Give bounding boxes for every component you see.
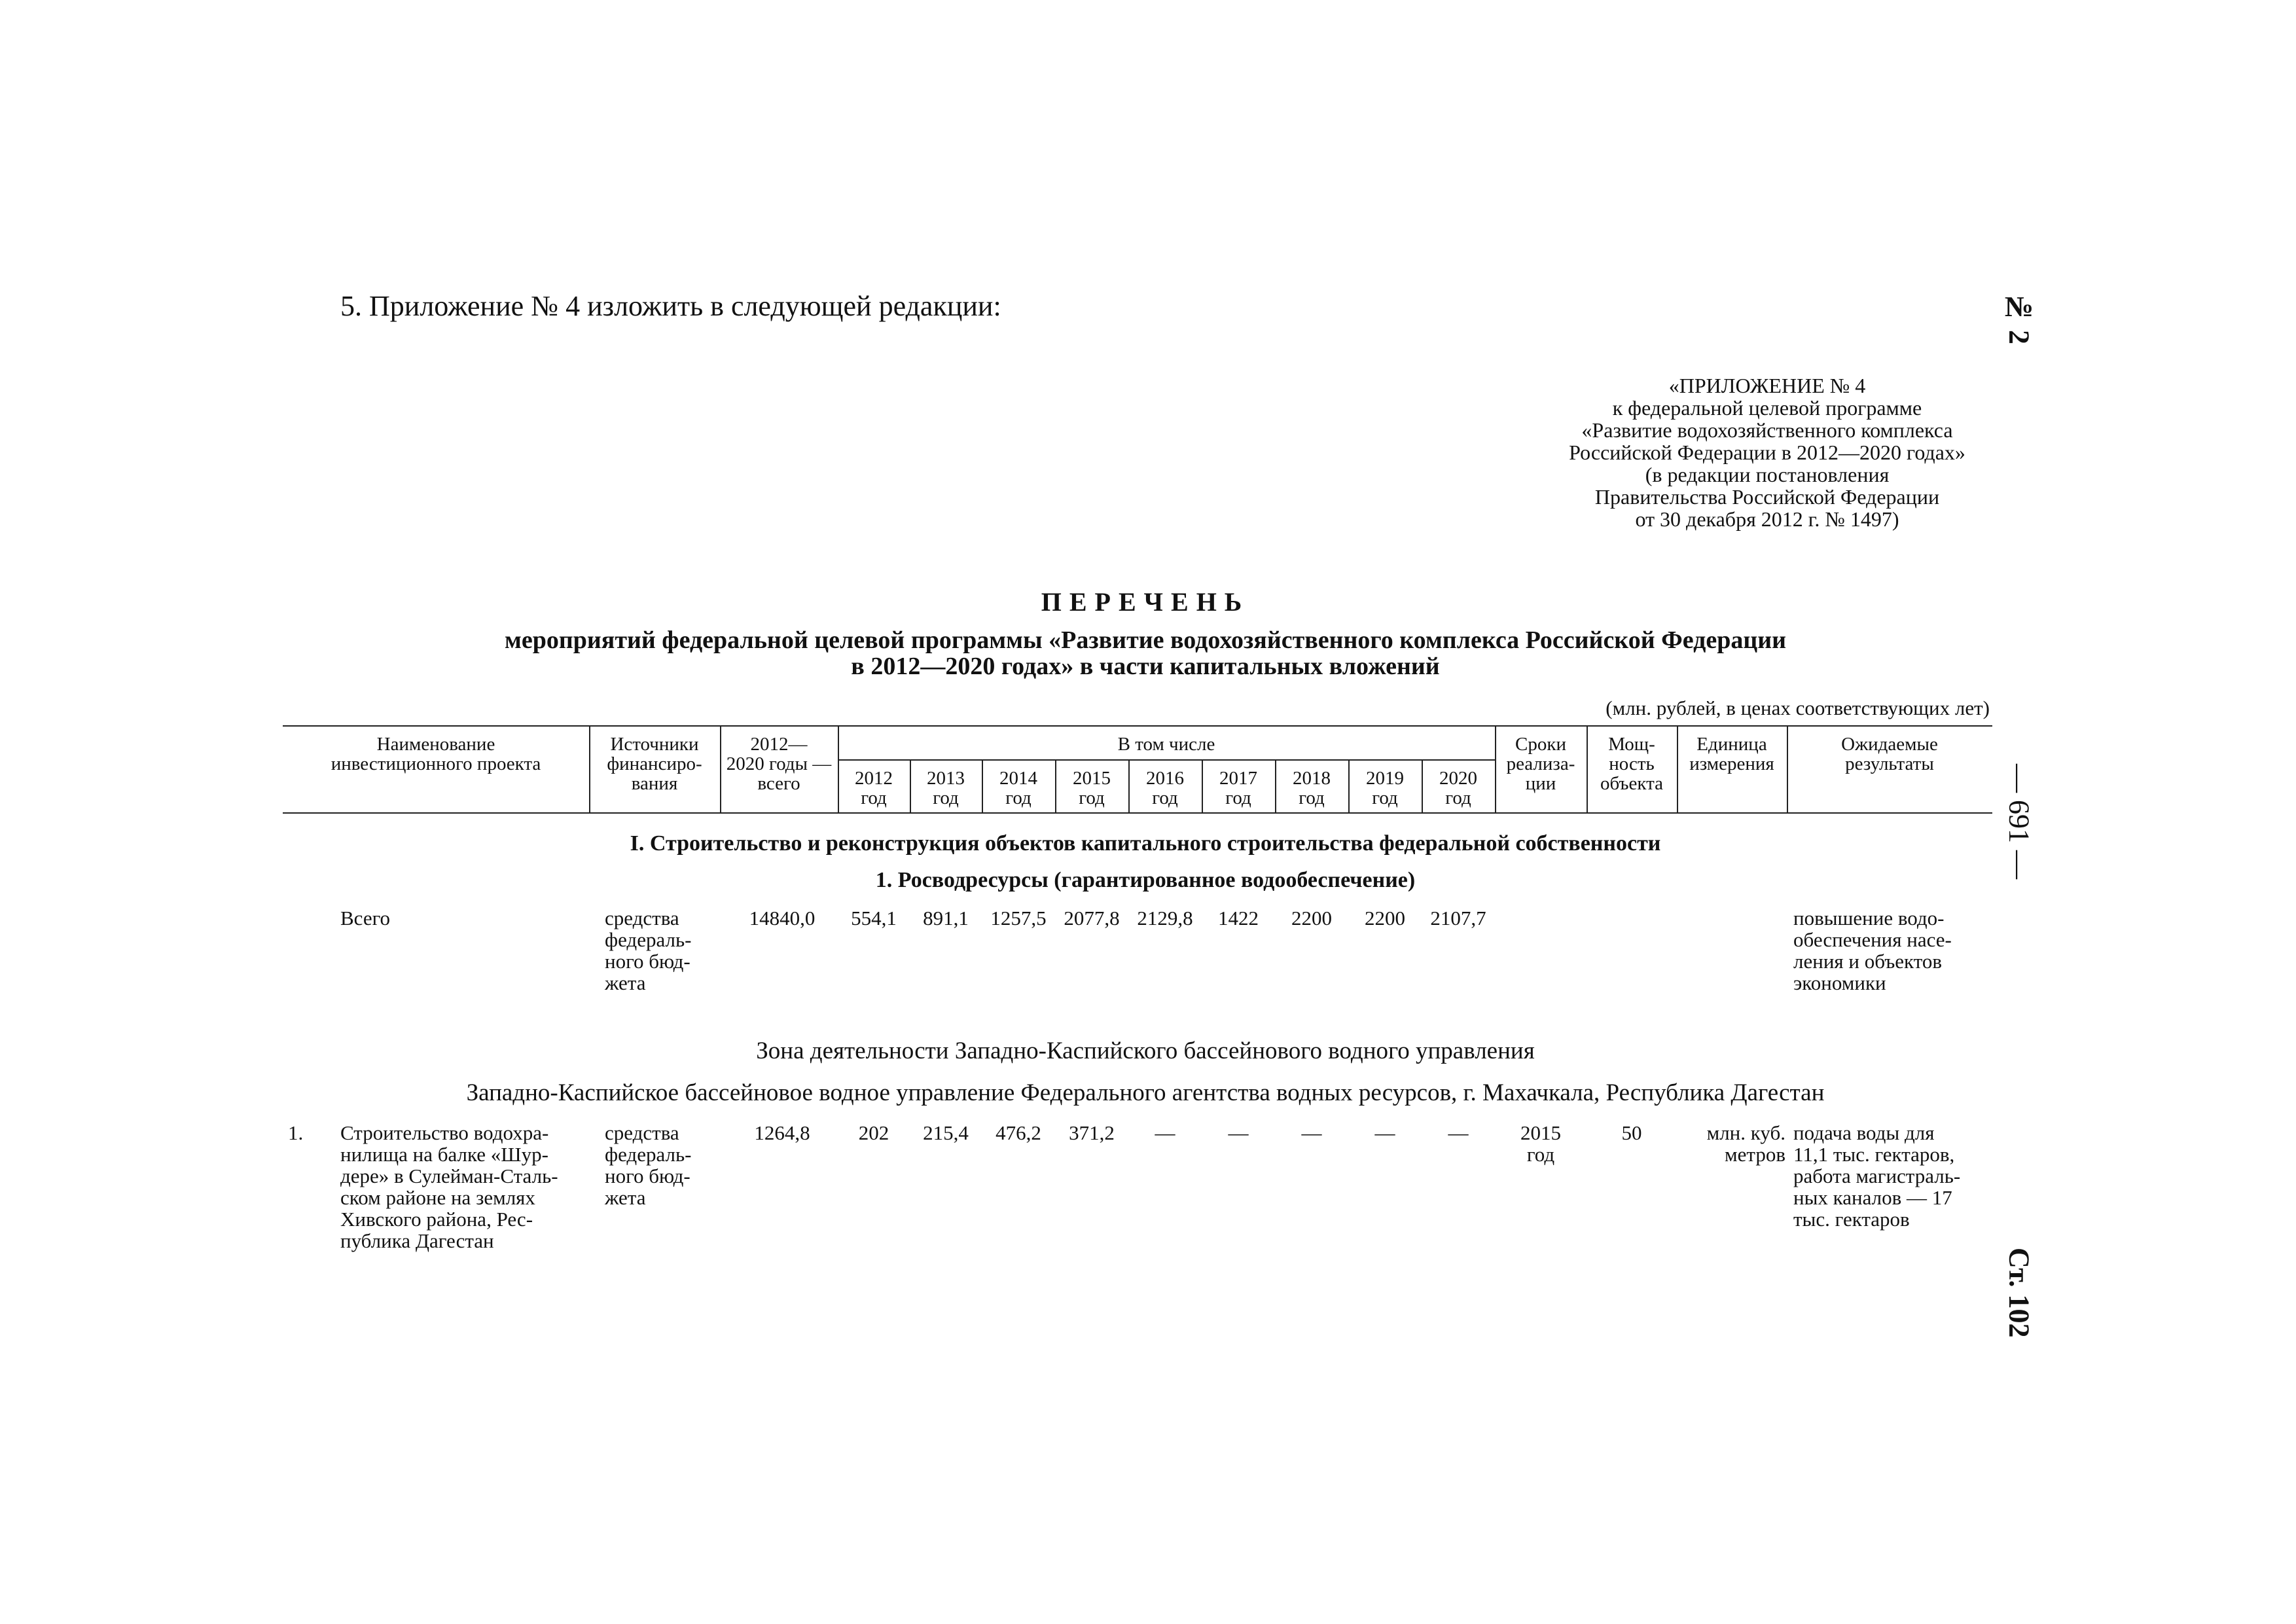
- row-1-year-2018: —: [1301, 1121, 1322, 1144]
- header-year-2015: 2015 год: [1073, 768, 1111, 808]
- annex-block: [1525, 374, 2009, 530]
- header-capacity: Мощ- ность объекта: [1600, 734, 1663, 794]
- row-1-year-2017: —: [1228, 1121, 1249, 1144]
- zone-heading: Зона деятельности Западно-Каспийского бассейнового водного управления: [756, 1038, 1535, 1064]
- table-top-rule: [283, 725, 1992, 727]
- header-year-2020: 2020 год: [1439, 768, 1477, 808]
- row-1-year-2020: —: [1448, 1121, 1469, 1144]
- header-year-2016: 2016 год: [1146, 768, 1184, 808]
- header-year-2013: 2013 год: [927, 768, 965, 808]
- row-1-year-2016: —: [1155, 1121, 1175, 1144]
- article-number: Ст. 102: [2003, 1248, 2036, 1338]
- header-year-2014: 2014 год: [999, 768, 1037, 808]
- subsection-heading: 1. Росводресурсы (гарантированное водообеспечение): [875, 868, 1416, 892]
- total-row-source: средства федераль- ного бюд- жета: [605, 907, 692, 994]
- total-row-results: повышение водо- обеспечения насе- ления и объектов экономики: [1793, 907, 1952, 994]
- header-name: Наименование инвестиционного проекта: [331, 734, 541, 774]
- issue-number: № 2: [2003, 291, 2036, 344]
- annex-line: Российской Федерации в 2012—2020 годах»: [1569, 441, 1965, 464]
- total-row-year-2019: 2200: [1365, 907, 1405, 929]
- header-year-2017: 2017 год: [1219, 768, 1257, 808]
- header-year-2012: 2012 год: [855, 768, 893, 808]
- row-1-total: 1264,8: [754, 1121, 810, 1144]
- annex-line: «ПРИЛОЖЕНИЕ № 4: [1668, 374, 1866, 397]
- page-number: — 691 —: [2003, 764, 2036, 879]
- row-1-source: средства федераль- ного бюд- жета: [605, 1121, 692, 1209]
- total-row-year-2013: 891,1: [923, 907, 969, 929]
- total-row-year-2018: 2200: [1291, 907, 1332, 929]
- subtitle-line: в 2012—2020 годах» в части капитальных вложений: [851, 653, 1440, 680]
- row-1-year-2013: 215,4: [923, 1121, 969, 1144]
- header-unit: Единица измерения: [1689, 734, 1774, 774]
- total-row-year-2015: 2077,8: [1064, 907, 1120, 929]
- total-row-year-2017: 1422: [1218, 907, 1259, 929]
- document-title: ПЕРЕЧЕНЬ: [1041, 587, 1250, 617]
- header-year-2018: 2018 год: [1293, 768, 1331, 808]
- row-1-year-2012: 202: [858, 1121, 889, 1144]
- header-including: В том числе: [1117, 734, 1215, 755]
- total-row-year-2020: 2107,7: [1430, 907, 1486, 929]
- annex-line: к федеральной целевой программе: [1612, 396, 1922, 420]
- header-total: 2012— 2020 годы — всего: [726, 734, 832, 794]
- subtitle-line: мероприятий федеральной целевой программы «Развитие водохозяйственного комплекса Российской Федерации: [504, 626, 1787, 654]
- authority-heading: Западно-Каспийское бассейновое водное управление Федерального агентства водных ресурсов, г. Махачкала, Республика Дагестан: [466, 1079, 1825, 1106]
- row-1-year-2019: —: [1374, 1121, 1395, 1144]
- row-1-results: подача воды для 11,1 тыс. гектаров, работа магистраль- ных каналов — 17 тыс. гектаров: [1793, 1121, 1961, 1231]
- header-terms: Сроки реализа- ции: [1506, 734, 1575, 794]
- total-row-total: 14840,0: [749, 907, 816, 929]
- row-1-terms: 2015 год: [1520, 1121, 1561, 1166]
- including-subrule: [838, 759, 1495, 761]
- section-heading: I. Строительство и реконструкция объектов капитального строительства федеральной собственности: [630, 831, 1661, 856]
- header-year-2019: 2019 год: [1366, 768, 1404, 808]
- header-results: Ожидаемые результаты: [1841, 734, 1938, 774]
- document-subtitle: [196, 627, 2094, 679]
- row-1-capacity: 50: [1621, 1121, 1642, 1144]
- row-1-year-2015: 371,2: [1069, 1121, 1115, 1144]
- annex-line: «Развитие водохозяйственного комплекса: [1581, 418, 1953, 442]
- annex-line: (в редакции постановления: [1645, 463, 1890, 486]
- row-1-unit: млн. куб. метров: [1706, 1121, 1785, 1166]
- header-sources: Источники финансиро- вания: [607, 734, 702, 794]
- row-1-year-2014: 476,2: [996, 1121, 1041, 1144]
- units-note: (млн. рублей, в ценах соответствующих лет): [1605, 696, 1990, 719]
- total-row-year-2012: 554,1: [851, 907, 897, 929]
- row-1-number: 1.: [288, 1121, 304, 1144]
- annex-line: Правительства Российской Федерации: [1594, 485, 1940, 509]
- total-row-year-2016: 2129,8: [1137, 907, 1193, 929]
- row-1-name: Строительство водохра- нилища на балке «Шур- дере» в Сулейман-Сталь- ском районе на землях Хивского района, Рес- публика Дагестан: [340, 1121, 558, 1252]
- annex-line: от 30 декабря 2012 г. № 1497): [1635, 507, 1899, 531]
- total-row-name: Всего: [340, 907, 391, 929]
- table-header-bottom-rule: [283, 812, 1992, 814]
- total-row-year-2014: 1257,5: [990, 907, 1047, 929]
- intro-text: 5. Приложение № 4 изложить в следующей редакции:: [340, 290, 1001, 322]
